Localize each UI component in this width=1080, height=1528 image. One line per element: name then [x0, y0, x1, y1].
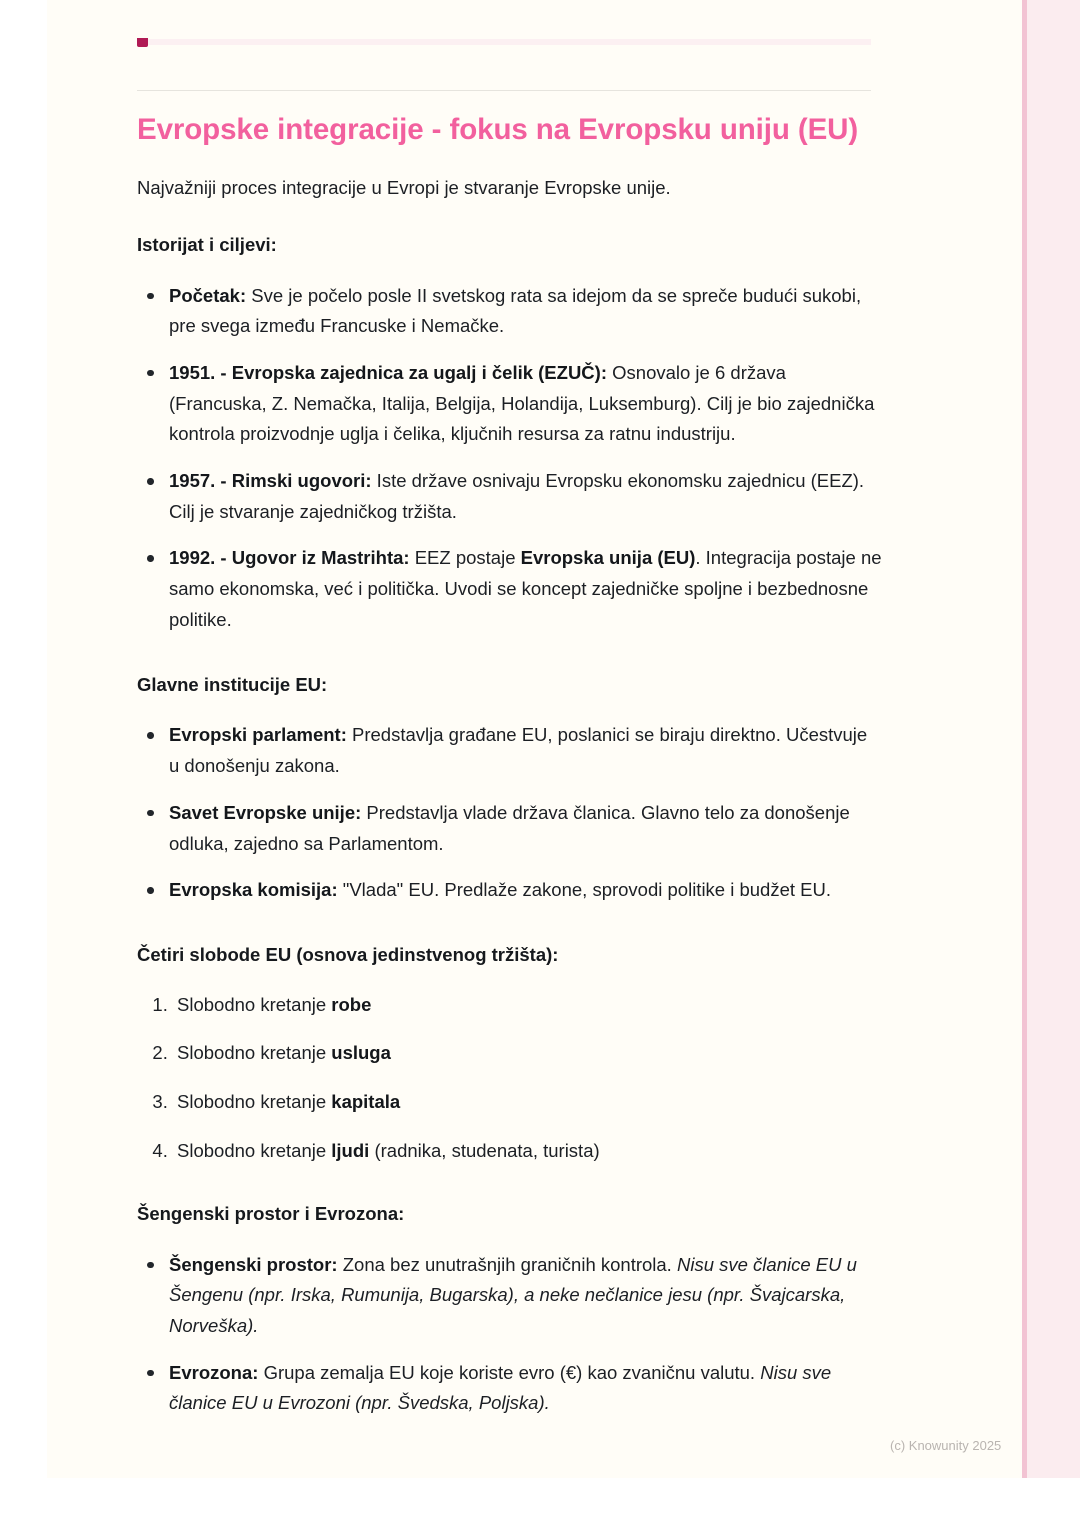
- section-heading: Glavne institucije EU:: [137, 673, 328, 695]
- horizontal-divider: [137, 90, 871, 91]
- list-item-text: Slobodno kretanje: [177, 1139, 332, 1161]
- list-item-text: Zona bez unutrašnjih graničnih kontrola.: [337, 1253, 677, 1275]
- list-item-lead: Evropska komisija:: [169, 879, 338, 901]
- list-item-emphasis: ljudi: [331, 1139, 370, 1161]
- list-item: [137, 466, 882, 527]
- right-page-gutter: [1022, 0, 1080, 1478]
- list-item-lead: 1992. - Ugovor iz Mastrihta:: [169, 547, 410, 569]
- bullet-list: [137, 720, 882, 906]
- list-item-text: Grupa zemalja EU koje koriste evro (€) kao zvaničnu valutu.: [258, 1361, 761, 1383]
- list-item: [137, 875, 882, 906]
- bullet-list: [137, 1250, 882, 1420]
- section-heading: Istorijat i ciljevi:: [137, 233, 277, 255]
- list-item-lead: Savet Evropske unije:: [169, 801, 362, 823]
- list-item: [137, 543, 882, 635]
- document-content: [137, 112, 882, 1449]
- lead-paragraph: Najvažniji proces integracije u Evropi je stvaranje Evropske unije.: [137, 176, 671, 198]
- list-item-text: Slobodno kretanje: [177, 1091, 332, 1113]
- section-institucije: [137, 672, 882, 906]
- list-item-text: EEZ postaje: [409, 547, 521, 569]
- clipped-glyph-mark: [137, 38, 148, 47]
- list-item-emphasis: kapitala: [331, 1091, 401, 1113]
- list-item-emphasis: Evropska unija (EU): [520, 547, 696, 569]
- list-item: [137, 1250, 882, 1342]
- document-page: [47, 0, 1033, 1478]
- list-item-text-cont: . Integracija postaje ne samo ekonomska, već i politička. Uvodi se koncept zajedničke spoljne i bezbednosne politike.: [169, 547, 882, 630]
- watermark: (c) Knowunity 2025: [890, 1438, 1002, 1453]
- list-item-text: Slobodno kretanje: [177, 993, 332, 1015]
- list-item: [137, 798, 882, 859]
- list-item-text: Predstavlja vlade država članica. Glavno telo za donošenje odluka, zajedno sa Parlamentom.: [169, 801, 850, 854]
- list-item-emphasis: usluga: [331, 1042, 391, 1064]
- list-item: [137, 281, 882, 342]
- list-item-text: Sve je počelo posle II svetskog rata sa idejom da se spreče budući sukobi, pre svega između Francuske i Nemačke.: [169, 284, 862, 337]
- list-item-lead: Evrozona:: [169, 1361, 259, 1383]
- numbered-list: [137, 991, 882, 1165]
- list-item-text: Iste države osnivaju Evropsku ekonomsku zajednicu (EEZ). Cilj je stvaranje zajedničkog tržišta.: [169, 470, 865, 522]
- list-item: [173, 991, 882, 1019]
- section-heading: Četiri slobode EU (osnova jedinstvenog tržišta):: [137, 943, 559, 965]
- list-item-text: Slobodno kretanje: [177, 1042, 332, 1064]
- highlight-bar: [137, 39, 871, 45]
- section-istorijat: [137, 232, 882, 636]
- list-item-italic: Nisu sve članice EU u Evrozoni (npr. Švedska, Poljska).: [169, 1361, 832, 1414]
- list-item: [137, 1358, 882, 1419]
- list-item-emphasis: robe: [331, 993, 372, 1015]
- section-sengen-evrozona: [137, 1201, 882, 1419]
- list-item-text: "Vlada" EU. Predlaže zakone, sprovodi politike i budžet EU.: [337, 879, 832, 901]
- list-item-lead: Evropski parlament:: [169, 724, 347, 746]
- page-title: Evropske integracije - fokus na Evropsku uniju (EU): [137, 113, 859, 146]
- list-item-text-cont: (radnika, studenata, turista): [369, 1139, 600, 1161]
- list-item: [173, 1137, 882, 1165]
- clipped-top-heading: [137, 38, 871, 47]
- section-heading: Šengenski prostor i Evrozona:: [137, 1202, 405, 1224]
- list-item-lead: Početak:: [169, 284, 247, 306]
- list-item: [137, 358, 882, 450]
- bullet-list: [137, 281, 882, 636]
- list-item-lead: 1957. - Rimski ugovori:: [169, 470, 372, 492]
- list-item: [173, 1088, 882, 1116]
- list-item-lead: Šengenski prostor:: [169, 1253, 338, 1275]
- list-item-text: Predstavlja građane EU, poslanici se biraju direktno. Učestvuje u donošenju zakona.: [169, 724, 868, 777]
- list-item: [137, 720, 882, 781]
- list-item-text: Osnovalo je 6 država (Francuska, Z. Nemačka, Italija, Belgija, Holandija, Luksemburg). Cilj je bio zajednička kontrola proizvodnje uglja i čelika, ključnih resursa za ratnu industriju.: [169, 361, 875, 445]
- list-item-italic: Nisu sve članice EU u Šengenu (npr. Irska, Rumunija, Bugarska), a neke nečlanice jesu (npr. Švajcarska, Norveška).: [169, 1253, 857, 1336]
- section-cetiri-slobode: [137, 942, 882, 1165]
- list-item: [173, 1039, 882, 1067]
- list-item-lead: 1951. - Evropska zajednica za ugalj i čelik (EZUČ):: [169, 361, 607, 383]
